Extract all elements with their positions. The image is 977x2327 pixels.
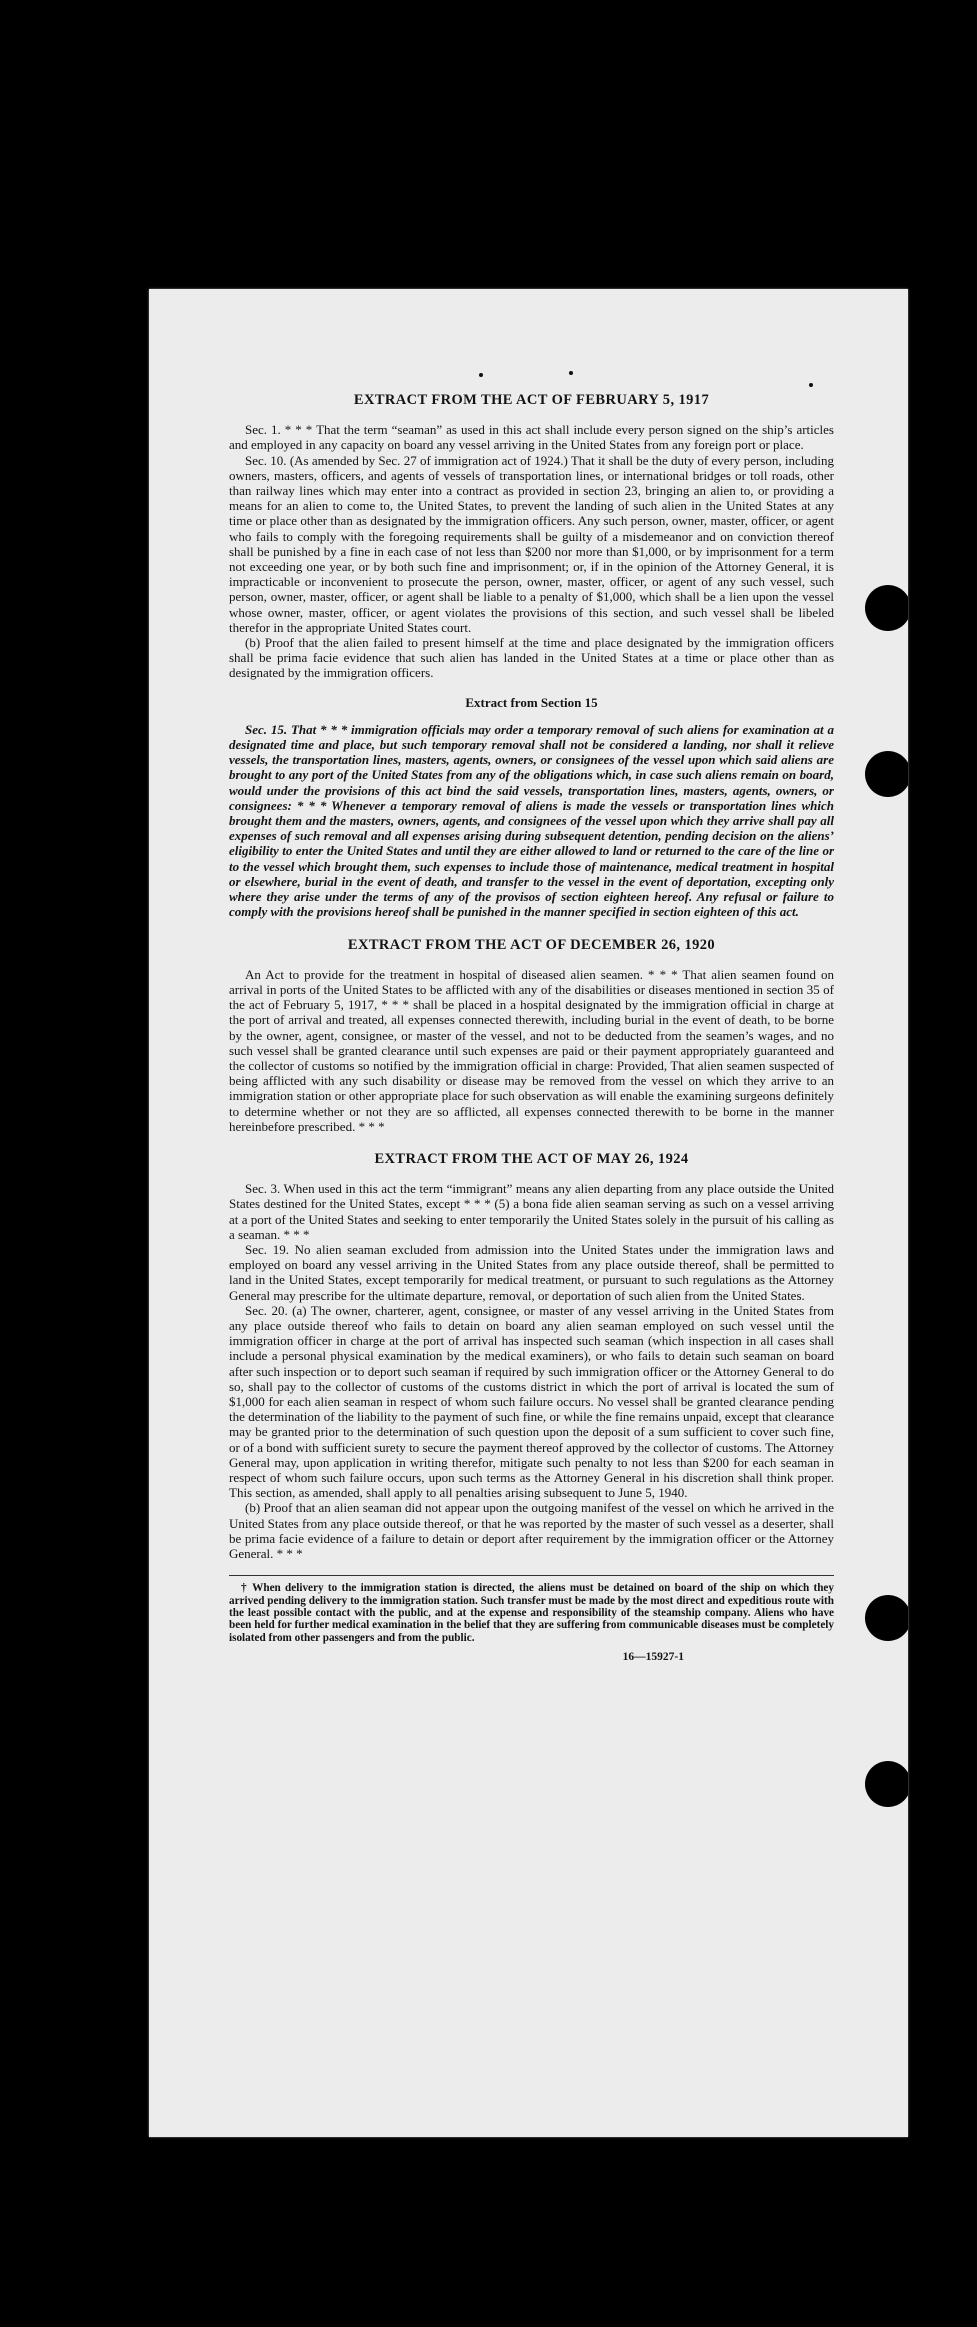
paragraph-1920: An Act to provide for the treatment in hospital of diseased alien seamen. * * * That alien seamen found on arrival in ports of the United States to be afflicted with any of the disabilities or diseases mentioned in section 35 of the act of February 5, 1917, * * * shall be placed in a hospital designated by the immigration official in charge at the port of arrival and treated, all expenses connected therewith, including burial in the event of death, to be borne by the owner, agent, consignee, or master of the vessel, and not to be deducted from the seamen’s wages, and no such vessel shall be granted clearance until such expenses are paid or their payment appropriately guaranteed and the collector of customs so notified by the immigration official in charge: Provided, That alien seamen suspected of being afflicted with any such disability or disease may be removed from the vessel on which they arrive to an immigration station or other appropriate place for such observation as will enable the examining surgeons definitely to determine whether or not they are so afflicted, all expenses connected therewith to be borne in the manner hereinbefore prescribed. * * * [229, 966, 834, 1134]
footnote-divider [229, 1575, 834, 1576]
paragraph-1924-sec3: Sec. 3. When used in this act the term “immigrant” means any alien departing from any place outside the United States destined for the United States, except * * * (5) a bona fide alien seaman serving as such on a vessel arriving at a port of the United States and seeking to enter temporarily the United States solely in the pursuit of his calling as a seaman. * * * [229, 1181, 834, 1242]
punch-hole-1 [865, 585, 908, 631]
subheading-section-15: Extract from Section 15 [465, 694, 598, 710]
speck-1 [479, 373, 483, 377]
heading-act-1924: EXTRACT FROM THE ACT OF MAY 26, 1924 [374, 1150, 689, 1167]
document-body [229, 389, 834, 1665]
paragraph-1917-b: (b) Proof that the alien failed to present himself at the time and place designated by the immigration officers shall be prima facie evidence that such alien has landed in the United States at a time or place other than as designated by the immigration officers. [229, 635, 834, 681]
footnote-text: † When delivery to the immigration station is directed, the aliens must be detained on board of the ship on which they arrived pending delivery to the immigration station. Such transfer must be made by the most direct and expeditious route with the least possible contact with the public, and at the expense and responsibility of the steamship company. Aliens who have been held for further medical examination in the belief that they are suffering from communicable diseases must be completely isolated from other passengers and from the public. [229, 1582, 834, 1644]
document-page [149, 289, 908, 2137]
speck-2 [569, 371, 573, 375]
footnote [229, 1582, 834, 1644]
section-15-block [229, 722, 834, 920]
paragraph-1917-sec1: Sec. 1. * * * That the term “seaman” as used in this act shall include every person signed on the ship’s articles and employed in any capacity on board any vessel arriving in the United States from any foreign port or place. [229, 422, 834, 453]
paragraph-section-15: Sec. 15. That * * * immigration officials may order a temporary removal of such aliens for examination at a designated time and place, but such temporary removal shall not be considered a landing, nor shall it relieve vessels, the transportation lines, masters, agents, owners, or consignees of the vessel upon which said aliens are brought to any port of the United States from any of the obligations which, in case such aliens remain on board, would under the provisions of this act bind the said vessels, transportation lines, masters, agents, owners, or consignees: * * * Whenever a temporary removal of aliens is made the vessels or transportation lines which brought them and the masters, owners, agents, and consignees of the vessel upon which they arrive shall pay all expenses of such removal and all expenses arising during subsequent detention, pending decision on the aliens’ eligibility to enter the United States and until they are either allowed to land or returned to the care of the line or to the vessel which brought them, such expenses to include those of maintenance, medical treatment in hospital or elsewhere, burial in the event of death, and transfer to the vessel in the event of deportation, excepting only where they arise under the terms of any of the provisos of section eighteen hereof. Any refusal or failure to comply with the provisions hereof shall be punished in the manner specified in section eighteen of this act. [229, 721, 834, 920]
paragraph-1917-sec10: Sec. 10. (As amended by Sec. 27 of immigration act of 1924.) That it shall be the duty of every person, including owners, masters, officers, and agents of vessels of transportation lines, or international bridges or toll roads, other than railway lines which may enter into a contract as provided in section 23, bringing an alien to, or providing a means for an alien to come to, the United States, to prevent the landing of such alien in the United States at any time or place other than as designated by the immigration officers. Any such person, owner, master, officer, or agent who fails to comply with the foregoing requirements shall be guilty of a misdemeanor and on conviction thereof shall be punished by a fine in each case of not less than $200 nor more than $1,000, or by imprisonment for a term not exceeding one year, or by both such fine and imprisonment; or, if in the opinion of the Attorney General, it is impracticable or inconvenient to prosecute the person, owner, master, officer, or agent of any such vessel, such person, owner, master, officer, or agent shall be liable to a penalty of $1,000, which shall be a lien upon the vessel whose owner, master, officer, or agent violates the provisions of this section, and such vessel shall be libeled therefor in the appropriate United States court. [229, 452, 834, 635]
punch-hole-2 [865, 751, 908, 797]
speck-3 [809, 383, 813, 387]
punch-hole-4 [865, 1761, 908, 1807]
paragraph-1924-sec19: Sec. 19. No alien seaman excluded from admission into the United States under the immigration laws and employed on board any vessel arriving in the United States from any place outside thereof, shall be permitted to land in the United States, except temporarily for medical treatment, or pursuant to such regulations as the Attorney General may prescribe for the ultimate departure, removal, or deportation of such alien from the United States. [229, 1241, 834, 1303]
heading-act-1917: EXTRACT FROM THE ACT OF FEBRUARY 5, 1917 [353, 392, 710, 408]
paragraph-1924-sec20a: Sec. 20. (a) The owner, charterer, agent, consignee, or master of any vessel arriving in the United States from any place outside thereof who fails to detain on board any alien seaman employed on such vessel until the immigration officer in charge at the port of arrival has inspected such seaman (which inspection in all cases shall include a personal physical examination by the medical examiners), or who fails to detain such seaman on board after such inspection or to deport such seaman if required by such immigration officer or the Attorney General to do so, shall pay to the collector of customs of the customs district in which the port of arrival is located the sum of $1,000 for each alien seaman in respect of whom such failure occurs. No vessel shall be granted clearance pending the determination of the liability to the payment of such fine, or while the fine remains unpaid, except that clearance may be granted prior to the determination of such question upon the deposit of a sum sufficient to cover such fine, or of a bond with sufficient surety to secure the payment thereof approved by the collector of customs. The Attorney General may, upon application in writing therefor, mitigate such penalty to not less than $200 for each seaman in respect of whom such failure occurs, upon such terms as the Attorney General in his discretion shall think proper. This section, as amended, shall apply to all penalties arising subsequent to June 5, 1940. [229, 1302, 834, 1501]
form-number: 16—15927-1 [622, 1651, 684, 1664]
heading-act-1920: EXTRACT FROM THE ACT OF DECEMBER 26, 1920 [347, 936, 716, 953]
paragraph-1924-sec20b: (b) Proof that an alien seaman did not appear upon the outgoing manifest of the vessel on which he arrived in the United States from any place outside thereof, or that he was reported by the master of such vessel as a deserter, shall be prima facie evidence of a failure to detain or deport after requirement by the immigration officer or the Attorney General. * * * [229, 1500, 834, 1562]
punch-hole-3 [865, 1595, 908, 1641]
